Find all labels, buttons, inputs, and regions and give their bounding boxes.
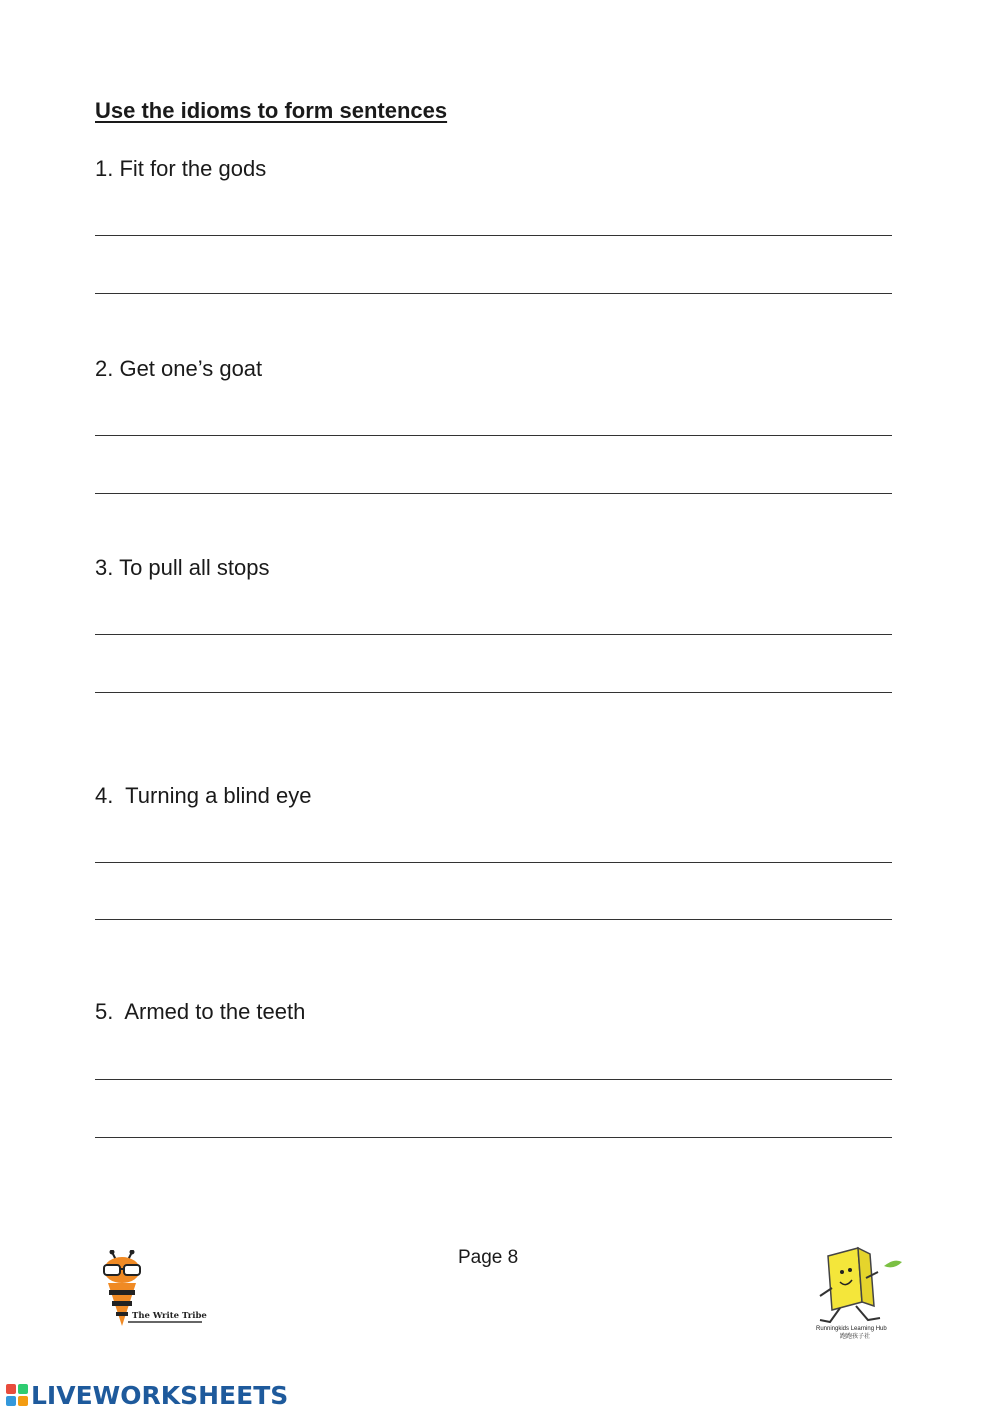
brand-square-green [18, 1384, 28, 1394]
answer-line-5b[interactable] [95, 1104, 892, 1138]
idiom-prompt-3: 3. To pull all stops [95, 555, 270, 580]
brand-square-orange [18, 1396, 28, 1406]
answer-line-2b[interactable] [95, 460, 892, 494]
worksheet-heading: Use the idioms to form sentences [95, 98, 448, 123]
answer-line-4a[interactable] [95, 829, 892, 863]
liveworksheets-logo-icon [6, 1384, 28, 1406]
idiom-prompt-4: 4. Turning a blind eye [95, 783, 312, 808]
svg-text:跑跑孩子社: 跑跑孩子社 [840, 1333, 871, 1340]
page-number: Page 8 [458, 1247, 519, 1268]
running-book-icon [808, 1242, 908, 1342]
idiom-prompt-5: 5. Armed to the teeth [95, 999, 306, 1024]
answer-line-2a[interactable] [95, 402, 892, 436]
svg-text:Runningkids Learning Hub: Runningkids Learning Hub [816, 1326, 887, 1332]
idiom-prompt-2: 2. Get one’s goat [95, 356, 263, 381]
answer-line-5a[interactable] [95, 1046, 892, 1080]
bee-mascot-icon [98, 1250, 208, 1330]
answer-line-4b[interactable] [95, 886, 892, 920]
runningkids-logo [808, 1242, 908, 1342]
svg-text:The Write Tribe: The Write Tribe [132, 1311, 207, 1321]
brand-square-red [6, 1384, 16, 1394]
brand-square-blue [6, 1396, 16, 1406]
idiom-prompt-1: 1. Fit for the gods [95, 156, 267, 181]
liveworksheets-brand [6, 1380, 288, 1410]
answer-line-3a[interactable] [95, 601, 892, 635]
write-tribe-logo [98, 1250, 208, 1330]
answer-line-3b[interactable] [95, 659, 892, 693]
answer-line-1a[interactable] [95, 202, 892, 236]
brand-text: LIVEWORKSHEETS [31, 1380, 289, 1410]
answer-line-1b[interactable] [95, 260, 892, 294]
